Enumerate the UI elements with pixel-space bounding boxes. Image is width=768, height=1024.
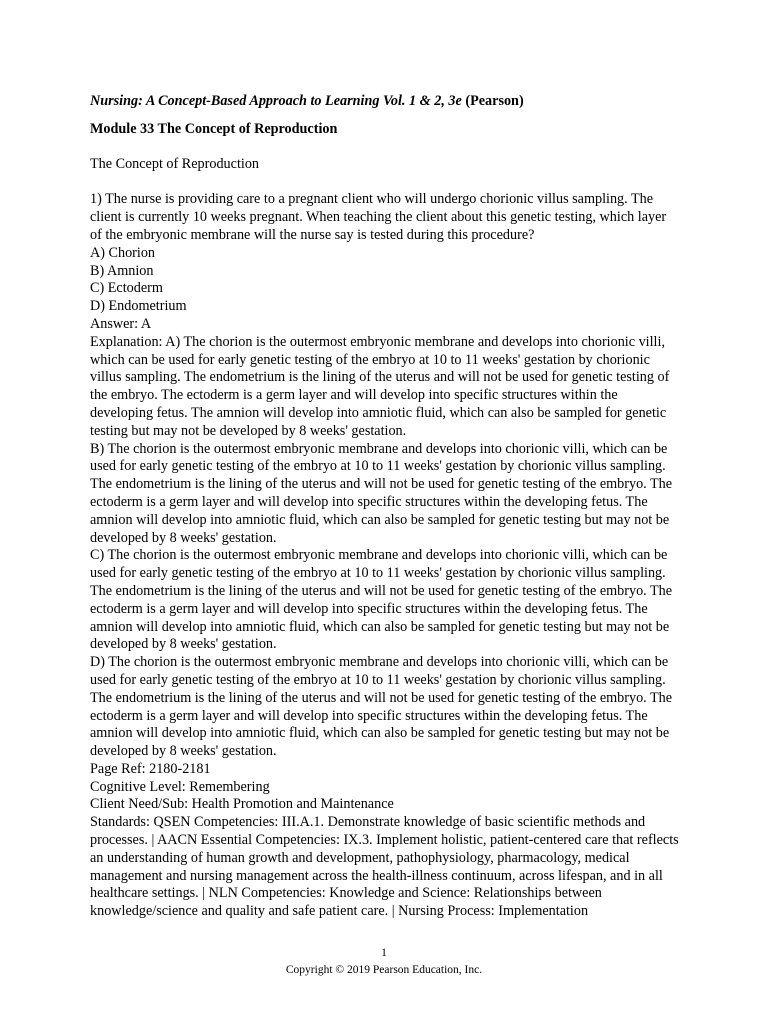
copyright: Copyright © 2019 Pearson Education, Inc. <box>285 964 483 976</box>
explanation-c: C) The chorion is the outermost embryonic membrane and develops into chorionic villi, which can be used for early genetic testing of the embryo at 10 to 11 weeks' gestation by chorionic villus sampling. The endometrium is the lining of the uterus and will not be used for genetic testing of the embryo. The ectoderm is a germ layer and will develop into specific structures within the developing fetus. The amnion will develop into amniotic fluid, which can also be sampled for genetic testing but may not be developed by 8 weeks' gestation. <box>90 547 673 653</box>
page-number: 1 <box>381 947 387 959</box>
question-stem: 1) The nurse is providing care to a pregnant client who will undergo chorionic villus sampling. The client is currently 10 weeks pregnant. When teaching the client about this genetic testing, which layer of the embryonic membrane will the nurse say is tested during this procedure? <box>90 191 667 243</box>
book-title <box>90 93 680 111</box>
explanation-b: B) The chorion is the outermost embryonic membrane and develops into chorionic villi, which can be used for early genetic testing of the embryo at 10 to 11 weeks' gestation by chorionic villus sampling. The endometrium is the lining of the uterus and will not be used for genetic testing of the embryo. The ectoderm is a germ layer and will develop into specific structures within the developing fetus. The amnion will develop into amniotic fluid, which can also be sampled for genetic testing but may not be developed by 8 weeks' gestation. <box>90 440 673 546</box>
page-ref: Page Ref: 2180-2181 <box>90 760 211 777</box>
module-title: Module 33 The Concept of Reproduction <box>90 120 338 137</box>
option-c: C) Ectoderm <box>90 280 163 297</box>
client-need: Client Need/Sub: Health Promotion and Maintenance <box>90 796 394 813</box>
document-body <box>90 93 680 921</box>
answer: Answer: A <box>90 315 152 332</box>
option-b: B) Amnion <box>90 262 154 279</box>
cognitive-level: Cognitive Level: Remembering <box>90 778 270 795</box>
book-title-italic: Nursing: A Concept-Based Approach to Learning Vol. 1 & 2, 3e <box>90 93 462 109</box>
option-d: D) Endometrium <box>90 298 187 315</box>
option-a: A) Chorion <box>90 244 156 261</box>
explanation-a: Explanation: A) The chorion is the outermost embryonic membrane and develops into chorionic villi, which can be used for early genetic testing of the embryo at 10 to 11 weeks' gestation by chorionic villus sampling. The endometrium is the lining of the uterus and will not be used for genetic testing of the embryo. The ectoderm is a germ layer and will develop into specific structures within the developing fetus. The amnion will develop into amniotic fluid, which can also be sampled for genetic testing but may not be developed by 8 weeks' gestation. <box>90 333 670 439</box>
section-title: The Concept of Reproduction <box>90 155 260 172</box>
explanation-d: D) The chorion is the outermost embryonic membrane and develops into chorionic villi, which can be used for early genetic testing of the embryo at 10 to 11 weeks' gestation by chorionic villus sampling. The endometrium is the lining of the uterus and will not be used for genetic testing of the embryo. The ectoderm is a germ layer and will develop into specific structures within the developing fetus. The amnion will develop into amniotic fluid, which can also be sampled for genetic testing but may not be developed by 8 weeks' gestation. <box>90 654 673 760</box>
standards: Standards: QSEN Competencies: III.A.1. Demonstrate knowledge of basic scientific methods and processes. | AACN Essential Competencies: IX.3. Implement holistic, patient-centered care that reflects an understanding of human growth and development, pathophysiology, pharmacology, medical management and nursing management across the health-illness continuum, across lifespan, and in all healthcare settings. | NLN Competencies: Knowledge and Science: Relationships between knowledge/science and quality and safe patient care. | Nursing Process: Implementation <box>90 814 679 920</box>
publisher: (Pearson) <box>461 93 524 109</box>
